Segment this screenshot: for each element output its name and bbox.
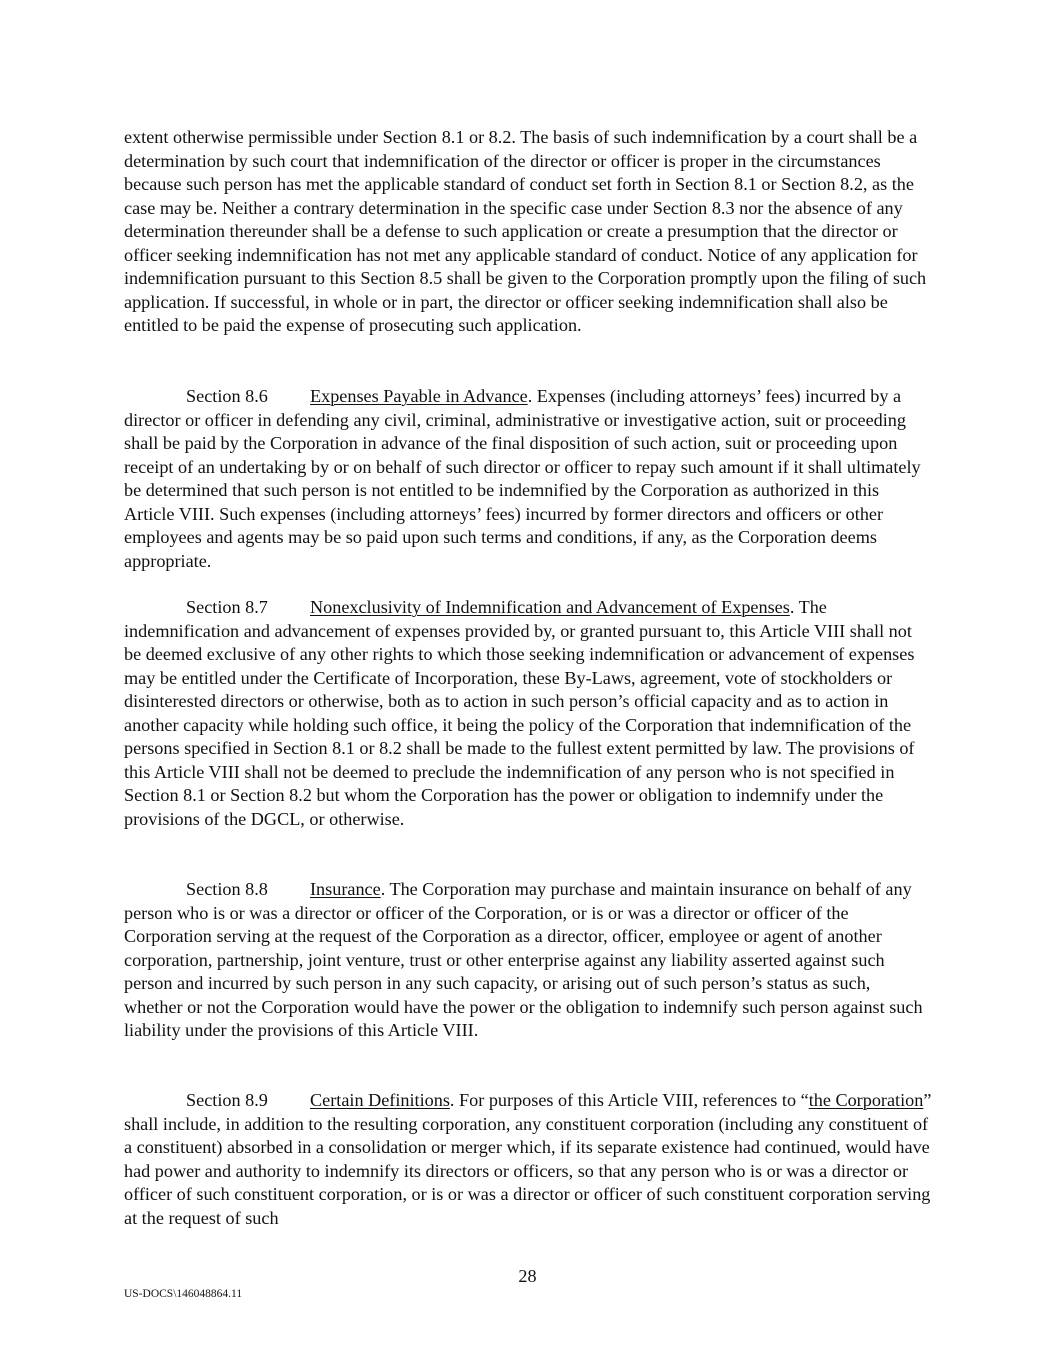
section-8-6-paragraph [124, 385, 932, 573]
section-body: ” shall include, in addition to the resulting corporation, any constituent corporation (including any constituent of a constituent) absorbed in a consolidation or merger which, if its separate existence had continued, would have had power and authority to indemnify its directors or officers, so that any person who is or was a director or officer of such constituent corporation, or is or was a director or officer of such constituent corporation serving at the request of such [124, 1090, 932, 1228]
defined-term: the Corporation [808, 1090, 924, 1110]
section-body: . The Corporation may purchase and maintain insurance on behalf of any person who is or was a director or officer of the Corporation, or is or was a director or officer of the Corporation serving at the request of the Corporation as a director, officer, employee or agent of another corporation, partnership, joint venture, trust or other enterprise against any liability asserted against such person and incurred by such person in any such capacity, or arising out of such person’s status as such, whether or not the Corporation would have the power or the obligation to indemnify such person against such liability under the provisions of this Article VIII. [124, 879, 923, 1041]
section-8-9-paragraph [124, 1089, 932, 1230]
section-number: Section 8.8 [186, 879, 268, 899]
document-id: US-DOCS\146048864.11 [124, 1288, 243, 1300]
section-body-intro: . For purposes of this Article VIII, references to “ [449, 1090, 809, 1110]
continuation-paragraph: extent otherwise permissible under Section 8.1 or 8.2. The basis of such indemnification by a court shall be a determination by such court that indemnification of the director or officer is proper in the circumstances because such person has met the applicable standard of conduct set forth in Section 8.1 or Section 8.2, as the case may be. Neither a contrary determination in the specific case under Section 8.3 nor the absence of any determination thereunder shall be a defense to such application or create a presumption that the director or officer seeking indemnification has not met any applicable standard of conduct. Notice of any application for indemnification pursuant to this Section 8.5 shall be given to the Corporation promptly upon the filing of such application. If successful, in whole or in part, the director or officer seeking indemnification shall also be entitled to be paid the expense of prosecuting such application. [124, 127, 927, 336]
section-heading: Insurance [310, 879, 381, 899]
section-number: Section 8.7 [186, 597, 268, 617]
page-number: 28 [518, 1266, 537, 1286]
section-heading: Certain Definitions [310, 1090, 450, 1110]
section-8-7-paragraph [124, 596, 932, 831]
section-body: . The indemnification and advancement of expenses provided by, or granted pursuant to, this Article VIII shall not be deemed exclusive of any other rights to which those seeking indemnification or advancement of expenses may be entitled under the Certificate of Incorporation, these By-Laws, agreement, vote of stockholders or disinterested directors or otherwise, both as to action in such person’s official capacity and as to action in another capacity while holding such office, it being the policy of the Corporation that indemnification of the persons specified in Section 8.1 or 8.2 shall be made to the fullest extent permitted by law. The provisions of this Article VIII shall not be deemed to preclude the indemnification of any person who is not specified in Section 8.1 or Section 8.2 but whom the Corporation has the power or obligation to indemnify under the provisions of the DGCL, or otherwise. [124, 597, 915, 829]
section-heading: Expenses Payable in Advance [310, 386, 528, 406]
section-number: Section 8.9 [186, 1090, 268, 1110]
section-body: . Expenses (including attorneys’ fees) incurred by a director or officer in defending any civil, criminal, administrative or investigative action, suit or proceeding shall be paid by the Corporation in advance of the final disposition of such action, suit or proceeding upon receipt of an undertaking by or on behalf of such director or officer to repay such amount if it shall ultimately be determined that such person is not entitled to be indemnified by the Corporation as authorized in this Article VIII. Such expenses (including attorneys’ fees) incurred by former directors and officers or other employees and agents may be so paid upon such terms and conditions, if any, as the Corporation deems appropriate. [124, 386, 921, 571]
section-8-8-paragraph [124, 878, 932, 1043]
section-heading: Nonexclusivity of Indemnification and Advancement of Expenses [310, 597, 790, 617]
section-number: Section 8.6 [186, 386, 268, 406]
